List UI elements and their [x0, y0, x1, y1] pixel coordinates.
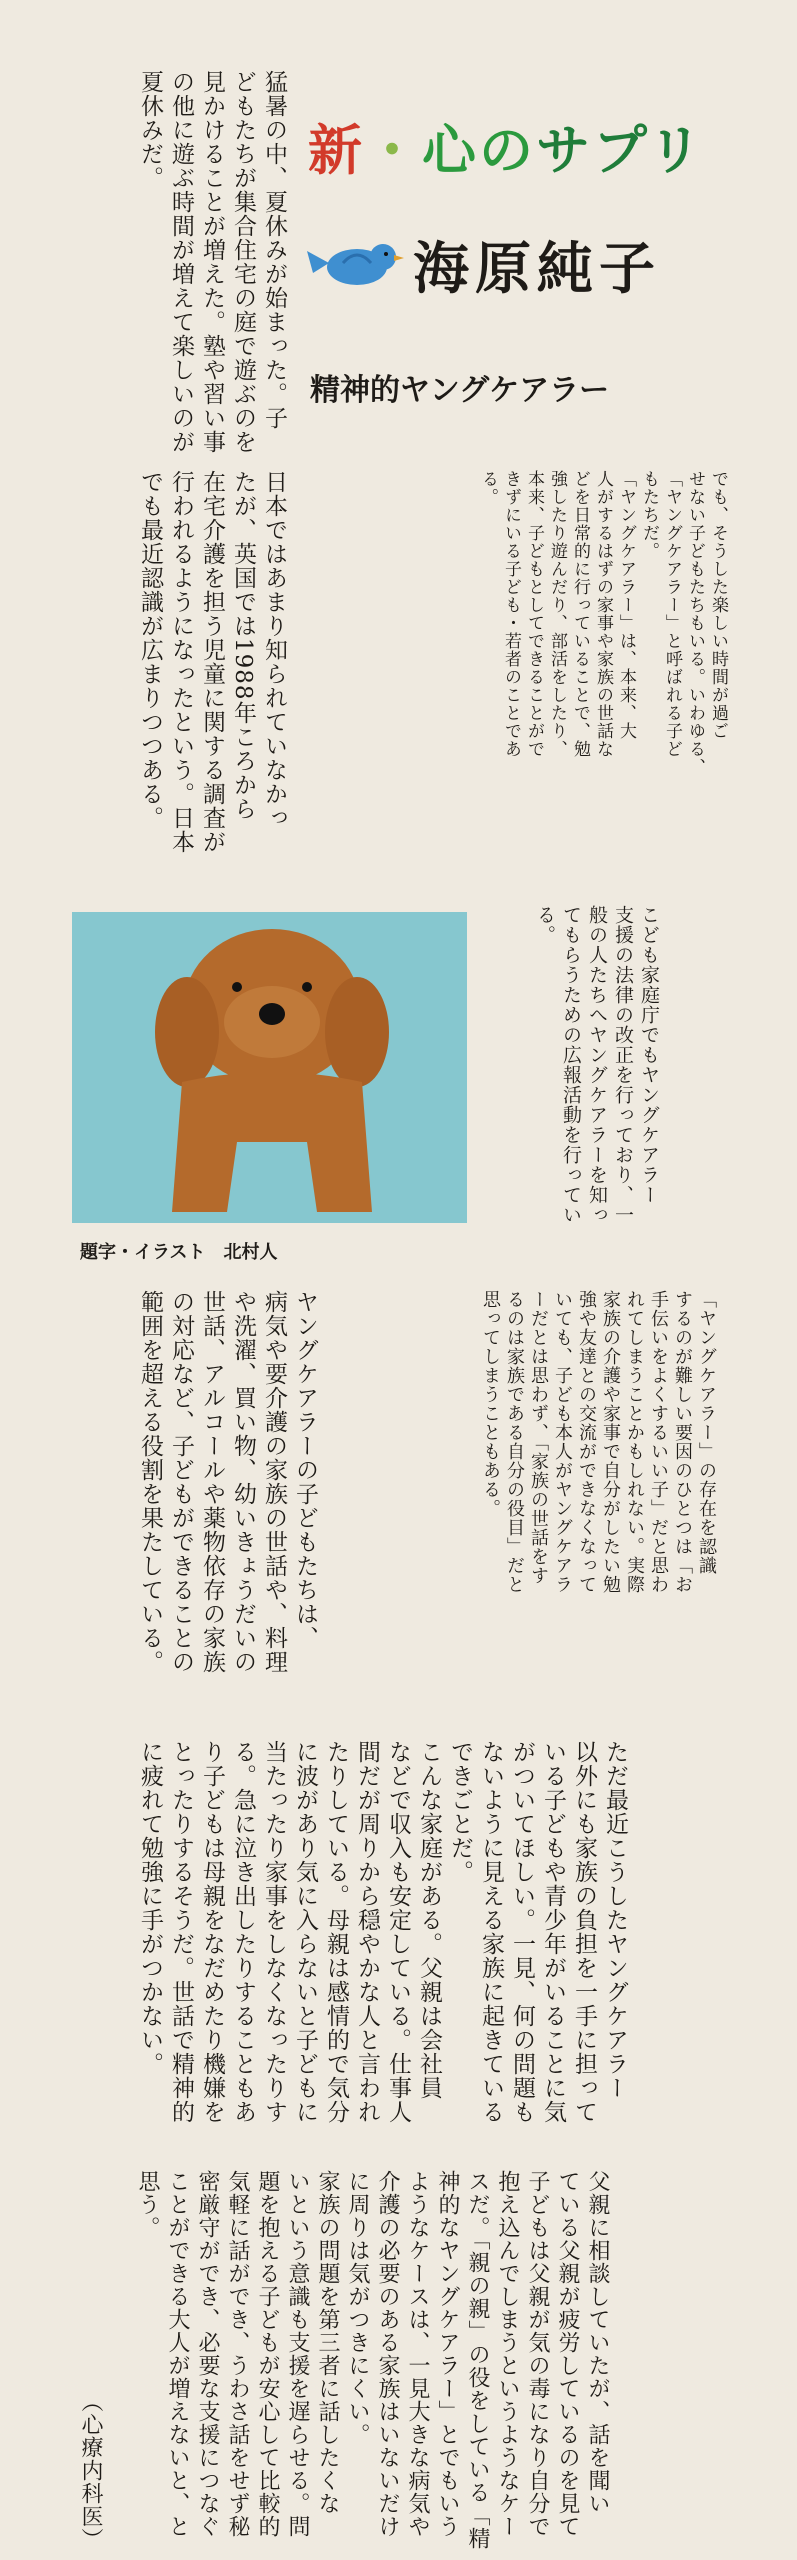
text-line: できごとだ。: [447, 1740, 473, 1884]
illustration-caption: 題字・イラスト 北村人: [80, 1242, 278, 1263]
paragraph-8: [72, 2170, 672, 2550]
text-line: ただ最近こうしたヤングケアラー: [602, 1740, 628, 2100]
text-line: どもたちが集合住宅の庭で遊ぶのを: [230, 70, 256, 454]
text-line: の対応など、子どもができることの: [168, 1290, 194, 1674]
text-line: や洗濯、買い物、幼いきょうだいの: [230, 1290, 256, 1674]
text-line: もたちだ。: [639, 470, 659, 560]
text-line: 思ってしまうこともある。: [480, 1290, 501, 1518]
dog-illustration: [72, 912, 467, 1223]
text-line: 間だが周りから穏やかな人と言われ: [354, 1740, 380, 2124]
text-line: 夏休みだ。: [137, 70, 163, 190]
text-line: 病気や要介護の家族の世話や、料理: [261, 1290, 287, 1674]
text-line: 「ヤングケアラー」と呼ばれる子ど: [662, 470, 682, 758]
paragraph-7: [72, 1740, 692, 2160]
text-line: 思う。: [135, 2170, 160, 2239]
text-line: 世話、アルコールや薬物依存の家族: [199, 1290, 225, 1674]
series-title-part-2: ・: [365, 119, 422, 182]
text-line: 見かけることが増えた。塾や習い事: [199, 70, 225, 454]
text-line: 強したり遊んだり、部活をしたり、: [547, 470, 567, 758]
paragraph-2: [430, 470, 775, 900]
text-line: こんな家庭がある。父親は会社員: [416, 1740, 442, 2100]
text-line: とったりするそうだ。世話で精神的: [168, 1740, 194, 2124]
paragraph-4: [480, 905, 714, 1225]
text-line: 日本ではあまり知られていなかっ: [261, 470, 287, 830]
text-line: に周りは気がつきにくい。: [345, 2170, 370, 2446]
text-line: ないように見える家族に起きている: [478, 1740, 504, 2124]
text-line: いという意識も支援を遅らせる。問: [285, 2170, 310, 2538]
text-line: 家族の問題を第三者に話したくな: [315, 2170, 340, 2515]
text-line: でも、そうした楽しい時間が過ご: [708, 470, 728, 740]
paragraph-5: [430, 1290, 766, 1720]
text-line: 「ヤングケアラー」の存在を認識: [696, 1290, 717, 1575]
text-line: 密厳守ができ、必要な支援につなぐ: [195, 2170, 220, 2538]
text-line: いる子どもや青少年がいることに気: [540, 1740, 566, 2124]
text-line: 「ヤングケアラー」は、本来、大: [616, 470, 636, 740]
text-line: きずにいる子ども・若者のことであ: [501, 470, 521, 758]
author-row: [305, 225, 705, 305]
text-line: てもらうための広報活動を行ってい: [560, 905, 582, 1225]
text-line: 手伝いをよくするいい子」だと思わ: [648, 1290, 669, 1594]
author-signature: （心療内科医）: [78, 2390, 103, 2551]
text-line: 抱え込んでしまうというようなケー: [495, 2170, 520, 2538]
text-line: たが、英国では1988年ころから: [230, 470, 256, 821]
text-line: る。: [478, 470, 498, 506]
text-line: こども家庭庁でもヤングケアラー: [638, 905, 660, 1205]
text-line: いても、子ども本人がヤングケアラ: [552, 1290, 573, 1594]
text-line: る。急に泣き出したりすることもあ: [230, 1740, 256, 2124]
text-line: 気軽に話ができ、うわさ話をせず秘: [225, 2170, 250, 2538]
text-line: などで収入も安定している。仕事人: [385, 1740, 411, 2124]
text-line: でも最近認識が広まりつつある。: [137, 470, 163, 830]
series-title: [308, 108, 705, 185]
paragraph-3: [72, 470, 351, 900]
text-line: に疲れて勉強に手がつかない。: [137, 1740, 163, 2076]
article-subtitle: 精神的ヤングケアラー: [310, 373, 610, 408]
text-line: 父親に相談していたが、話を聞い: [585, 2170, 610, 2515]
text-line: 在宅介護を担う児童に関する調査が: [199, 470, 225, 854]
series-title-part-4: サプリ: [536, 119, 705, 182]
text-line: 般の人たちへヤングケアラーを知っ: [586, 905, 608, 1225]
text-line: るのは家族である自分の役目」だと: [504, 1290, 525, 1594]
text-line: 家族の介護や家事で自分がしたい勉: [600, 1290, 621, 1594]
text-line: せない子どもたちもいる。いわゆる、: [685, 470, 705, 776]
text-line: 人がするはずの家事や家族の世話な: [593, 470, 613, 758]
text-line: たりしている。母親は感情的で気分: [323, 1740, 349, 2124]
text-line: 行われるようになったという。日本: [168, 470, 194, 854]
text-line: 題を抱える子どもが安心して比較的: [255, 2170, 280, 2538]
text-line: 猛暑の中、夏休みが始まった。子: [261, 70, 287, 430]
text-line: れてしまうことかもしれない。実際: [624, 1290, 645, 1594]
text-line: どを日常的に行っていることで、勉: [570, 470, 590, 758]
text-line: ーだとは思わず、「家族の世話をす: [528, 1290, 549, 1585]
text-line: 神的なヤングケアラー」とでもいう: [435, 2170, 460, 2538]
series-title-part-3: 心の: [422, 119, 536, 182]
text-line: するのが難しい要因のひとつは「お: [672, 1290, 693, 1594]
text-line: ことができる大人が増えないと、と: [165, 2170, 190, 2538]
text-line: 以外にも家族の負担を一手に担って: [571, 1740, 597, 2124]
text-line: り子どもは母親をなだめたり機嫌を: [199, 1740, 225, 2124]
text-line: に波があり気に入らないと子どもに: [292, 1740, 318, 2124]
series-title-part-1: 新: [308, 119, 365, 182]
text-line: 本来、子どもとしてできることがで: [524, 470, 544, 758]
text-line: がついてほしい。一見、何の問題も: [509, 1740, 535, 2124]
text-line: スだ。「親の親」の役をしている「精: [465, 2170, 490, 2550]
text-line: の他に遊ぶ時間が増えて楽しいのが: [168, 70, 194, 454]
text-line: 支援の法律の改正を行っており、一: [612, 905, 634, 1225]
text-line: 子どもは父親が気の毒になり自分で: [525, 2170, 550, 2538]
text-line: 強や友達との交流ができなくなって: [576, 1290, 597, 1594]
text-line: ヤングケアラーの子どもたちは、: [292, 1290, 318, 1650]
text-line: 範囲を超える役割を果たしている。: [137, 1290, 163, 1674]
text-line: 介護の必要のある家族はいないだけ: [375, 2170, 400, 2538]
author-name: 海原純子: [413, 237, 661, 302]
text-line: 当たったり家事をしなくなったりす: [261, 1740, 287, 2124]
dog-icon: [72, 912, 467, 1223]
text-line: る。: [534, 905, 556, 945]
paragraph-6: [72, 1290, 382, 1720]
text-line: ようなケースは、一見大きな病気や: [405, 2170, 430, 2538]
text-line: ている父親が疲労しているのを見て: [555, 2170, 580, 2538]
